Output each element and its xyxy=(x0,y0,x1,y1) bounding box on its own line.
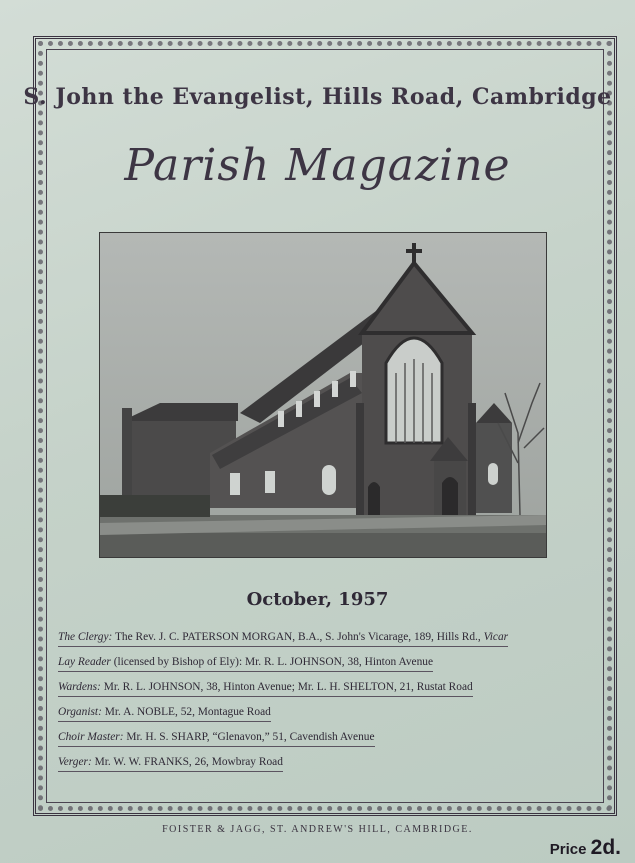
officers-list xyxy=(58,630,598,780)
price-tag xyxy=(550,836,621,860)
magazine-title: Parish Magazine xyxy=(124,140,511,191)
officer-suffix: Vicar xyxy=(483,631,509,643)
church-name: S. John the Evangelist, Hills Road, Cambridge xyxy=(23,84,612,110)
officer-row-clergy xyxy=(58,630,508,647)
officer-label: Verger: xyxy=(58,756,92,768)
officer-text: (licensed by Bishop of Ely): Mr. R. L. JOHNSON, 38, Hinton Avenue xyxy=(113,656,434,668)
officer-row-wardens xyxy=(58,680,473,697)
issue-date: October, 1957 xyxy=(246,589,389,610)
officer-label: Wardens: xyxy=(58,681,101,693)
officer-row-verger xyxy=(58,755,283,772)
church-photo xyxy=(99,232,547,558)
officer-text: Mr. R. L. JOHNSON, 38, Hinton Avenue; Mr. L. H. SHELTON, 21, Rustat Road xyxy=(103,681,473,693)
officer-label: The Clergy: xyxy=(58,631,113,643)
price-label: Price xyxy=(549,841,587,858)
officer-row-choir-master xyxy=(58,730,375,747)
officer-row-organist xyxy=(58,705,271,722)
officer-text: The Rev. J. C. PATERSON MORGAN, B.A., S. John's Vicarage, 189, Hills Rd., xyxy=(114,631,481,643)
church-illustration xyxy=(100,233,546,557)
officer-text: Mr. W. W. FRANKS, 26, Mowbray Road xyxy=(94,756,283,768)
officer-row-lay-reader xyxy=(58,655,433,672)
printer-imprint: FOISTER & JAGG, ST. ANDREW'S HILL, CAMBRIDGE. xyxy=(162,824,473,835)
officer-text: Mr. H. S. SHARP, “Glenavon,” 51, Cavendish Avenue xyxy=(126,731,375,743)
officer-text: Mr. A. NOBLE, 52, Montague Road xyxy=(104,706,271,718)
price-value: 2d. xyxy=(590,836,621,859)
officer-label: Choir Master: xyxy=(58,731,124,743)
officer-label: Organist: xyxy=(58,706,102,718)
officer-label: Lay Reader xyxy=(58,656,111,668)
